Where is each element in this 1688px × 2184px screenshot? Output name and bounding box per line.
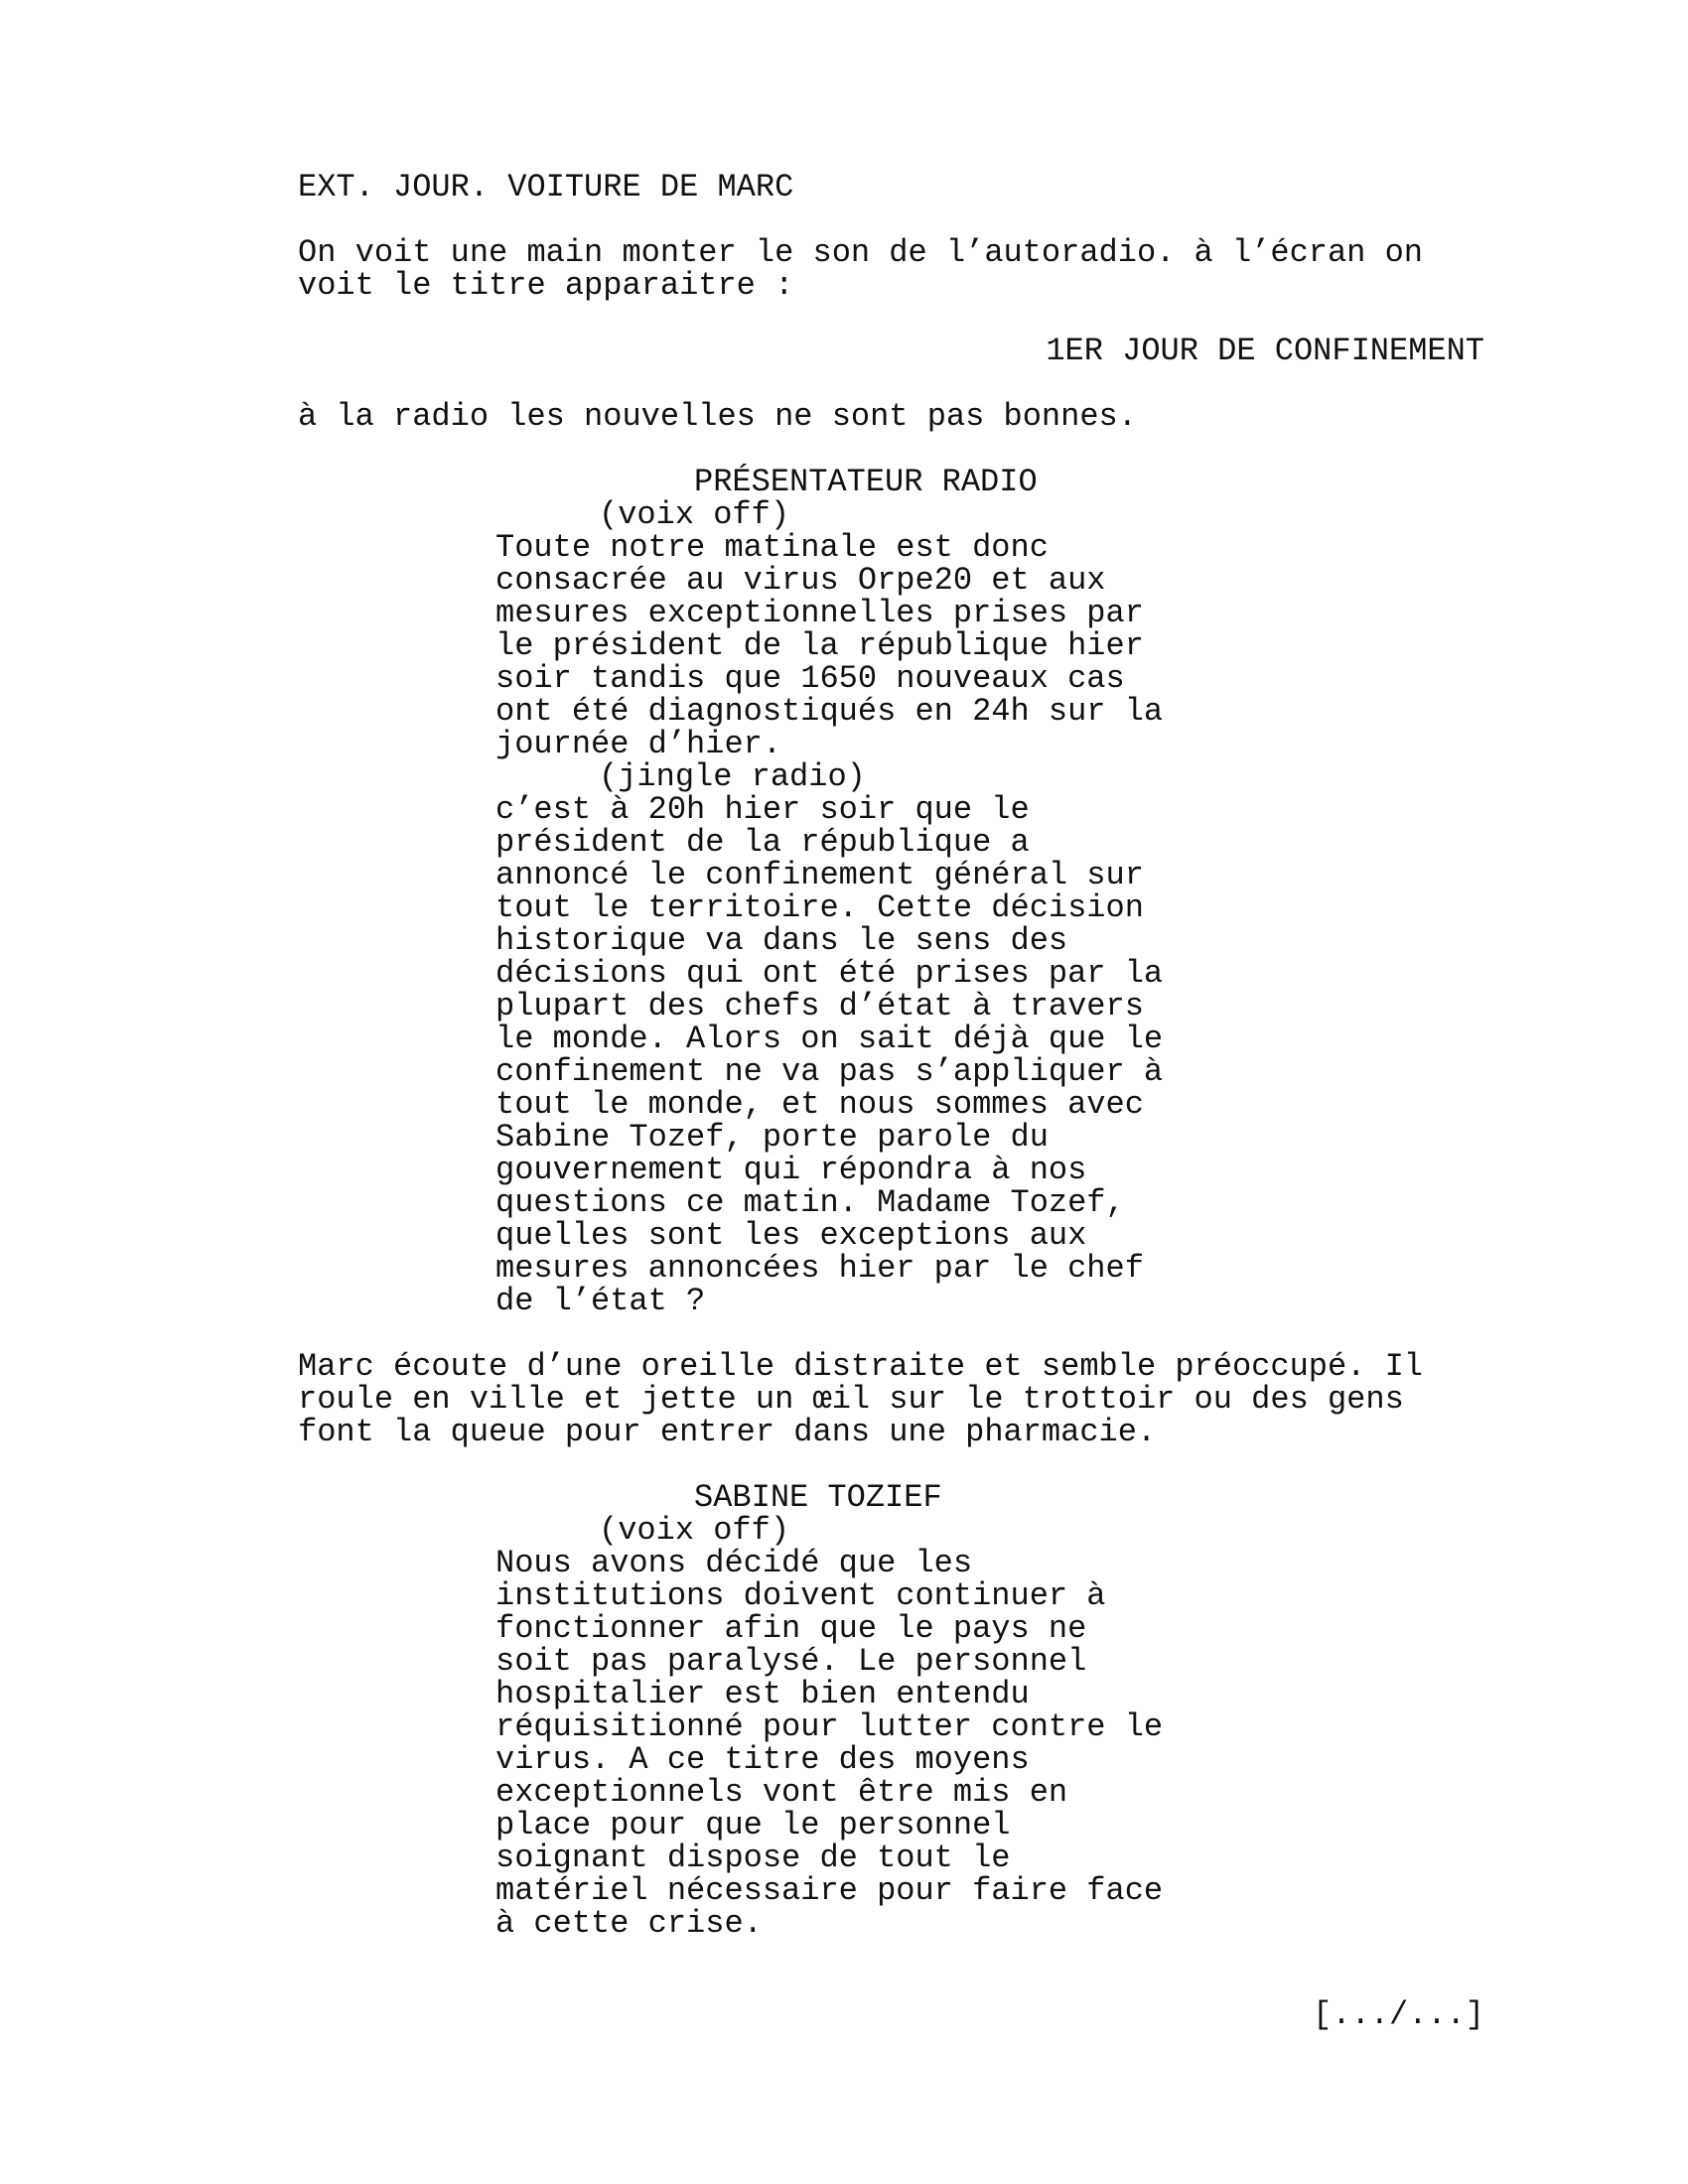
action-paragraph-2: à la radio les nouvelles ne sont pas bonnes. <box>298 398 1137 435</box>
parenthetical-voix-off-2: (voix off) <box>599 1512 790 1549</box>
title-card: 1ER JOUR DE CONFINEMENT <box>1046 333 1484 369</box>
dialogue-presentateur-part-1: Toute notre matinale est donc consacrée au virus Orpe20 et aux mesures exceptionnelles prises par le président de la république hier soir tandis que 1650 nouveaux cas ont été diagnostiqués en 24h sur la journée d’hier. <box>495 529 1164 762</box>
action-paragraph-3: Marc écoute d’une oreille distraite et semble préoccupé. Il roule en ville et jette un œil sur le trottoir ou des gens font la queue pour entrer dans une pharmacie. <box>298 1348 1423 1450</box>
scene-heading: EXT. JOUR. VOITURE DE MARC <box>298 169 794 205</box>
dialogue-presentateur-part-2: c’est à 20h hier soir que le président de la république a annoncé le confinement général sur tout le territoire. Cette décision historique va dans le sens des décisions qui ont été prises par la plupart des chefs d’état à travers le monde. Alors on sait déjà que le confinement ne va pas s’appliquer à tout le monde, et nous sommes avec Sabine Tozef, porte parole du gouvernement qui répondra à nos questions ce matin. Madame Tozef, quelles sont les exceptions aux mesures annoncées hier par le chef de l’état ? <box>495 791 1164 1319</box>
parenthetical-voix-off-1: (voix off) <box>599 496 790 533</box>
dialogue-sabine: Nous avons décidé que les institutions doivent continuer à fonctionner afin que le pays ne soit pas paralysé. Le personnel hospitalier est bien entendu réquisitionné pour lutter contre le virus. A ce titre des moyens exceptionnels vont être mis en place pour que le personnel soignant dispose de tout le matériel nécessaire pour faire face à cette crise. <box>495 1545 1164 1942</box>
character-name-sabine: SABINE TOZIEF <box>694 1479 942 1516</box>
continued-marker: [.../...] <box>1313 1996 1484 2033</box>
parenthetical-jingle-radio: (jingle radio) <box>599 758 866 795</box>
action-paragraph-1: On voit une main monter le son de l’autoradio. à l’écran on voit le titre apparaitre : <box>298 234 1423 304</box>
character-name-presentateur: PRÉSENTATEUR RADIO <box>694 464 1038 500</box>
